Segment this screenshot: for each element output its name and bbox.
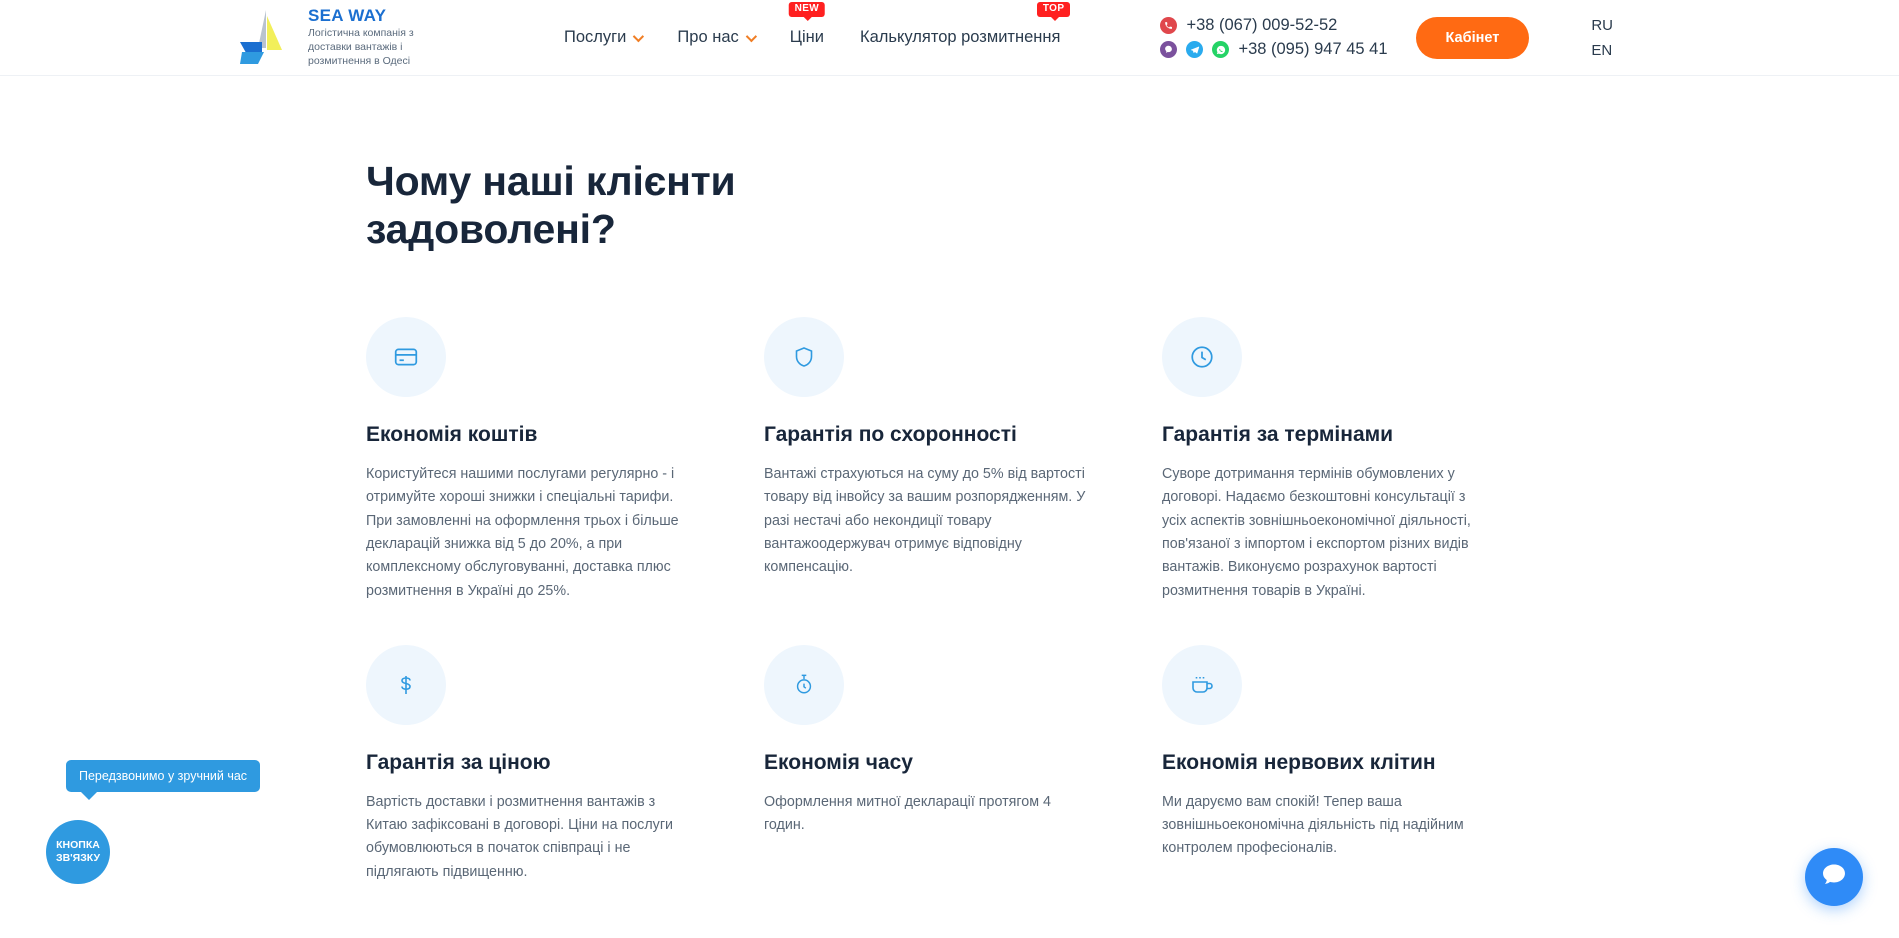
nav-item-label: Послуги — [564, 28, 627, 46]
benefit-card — [366, 317, 711, 603]
contact-row-secondary — [1160, 40, 1387, 59]
chevron-down-icon — [633, 30, 644, 41]
benefit-text: Вантажі страхуються на суму до 5% від вартості товару від інвойсу за вашим розпорядженням. У разі нестачі або некондиції товару вантажоодержувач отримує відповідну компенсацію. — [764, 466, 1086, 576]
site-header — [0, 0, 1899, 76]
phone-number-2[interactable]: +38 (095) 947 45 41 — [1238, 40, 1388, 58]
nav-item-about[interactable] — [677, 28, 753, 47]
benefit-title: Економія нервових клітин — [1162, 750, 1436, 774]
lang-option-en[interactable]: EN — [1591, 41, 1613, 59]
benefit-text: Суворе дотримання термінів обумовлених у договорі. Надаємо безкоштовні консультації з усіх аспектів зовнішньоекономічної діяльності, пов'язаної з імпортом і експортом різних видів вантажів. Виконуємо розрахунок вартості розмитнення товарів в Україні. — [1162, 466, 1471, 599]
lang-option-ru[interactable]: RU — [1591, 16, 1614, 34]
benefits-grid — [366, 317, 1899, 884]
page-title: Чому наші клієнти задоволені? — [366, 158, 736, 252]
contact-row-primary — [1160, 16, 1387, 35]
benefit-card — [1162, 603, 1507, 884]
logo-subtitle: Логістична компанія з доставки вантажів і розмитнення в Одесі — [308, 27, 414, 68]
nav-item-services[interactable] — [564, 28, 641, 47]
whatsapp-icon[interactable] — [1212, 41, 1229, 58]
benefit-text: Користуйтеся нашими послугами регулярно - і отримуйте хороші знижки і спеціальні тарифи. При замовленні на оформлення трьох і більше декларацій знижка від 5 до 20%, а при комплексному обслуговуванні, доставка плюс розмитнення в Україні до 25%. — [366, 466, 679, 599]
status-badge-new: NEW — [789, 2, 826, 17]
dollar-icon — [366, 645, 446, 725]
phone-icon — [1160, 17, 1177, 34]
telegram-icon[interactable] — [1186, 41, 1203, 58]
chat-bubble-icon — [1820, 861, 1848, 894]
chat-widget-button[interactable] — [1805, 848, 1863, 906]
benefit-title: Гарантія за термінами — [1162, 423, 1394, 447]
header-contacts — [1160, 16, 1387, 59]
benefit-text: Оформлення митної декларації протягом 4 годин. — [764, 793, 1052, 834]
logo[interactable] — [236, 6, 436, 69]
clock-icon — [1162, 317, 1242, 397]
benefit-text: Ми даруємо вам спокій! Тепер ваша зовнішньоекономічна діяльність під надійним контролем професіоналів. — [1162, 793, 1464, 857]
callback-button[interactable] — [46, 820, 110, 884]
language-switcher — [1591, 17, 1613, 59]
benefit-card — [366, 603, 711, 884]
logo-title: SEA WAY — [308, 5, 387, 25]
cabinet-button[interactable]: Кабінет — [1416, 17, 1530, 59]
benefit-title: Економія коштів — [366, 423, 538, 447]
benefit-title: Гарантія по схоронності — [764, 423, 1017, 447]
nav-item-label: Про нас — [677, 28, 739, 46]
benefit-text: Вартість доставки і розмитнення вантажів з Китаю зафіксовані в договорі. Ціни на послуги обумовлюються в початок співпраці і не підлягають підвищенню. — [366, 793, 674, 880]
credit-card-icon — [366, 317, 446, 397]
stopwatch-icon — [764, 645, 844, 725]
benefit-card — [764, 317, 1109, 603]
shield-icon — [764, 317, 844, 397]
coffee-cup-icon — [1162, 645, 1242, 725]
page-content — [0, 76, 1899, 884]
benefit-card — [764, 603, 1109, 884]
nav-item-label: Калькулятор розмитнення — [859, 28, 1061, 46]
benefit-card — [1162, 317, 1507, 603]
chevron-down-icon — [746, 30, 757, 41]
benefit-title: Економія часу — [764, 750, 913, 774]
nav-item-prices[interactable] — [789, 3, 824, 47]
callback-tooltip: Передзвонимо у зручний час — [66, 760, 260, 792]
nav-item-customs-calculator[interactable] — [859, 3, 1065, 47]
benefit-title: Гарантія за ціною — [366, 750, 551, 774]
sailboat-logo-icon — [236, 8, 298, 68]
callback-button-label: КНОПКА ЗВ'ЯЗКУ — [56, 838, 100, 864]
viber-icon[interactable] — [1160, 41, 1177, 58]
phone-number-1[interactable]: +38 (067) 009-52-52 — [1186, 16, 1338, 34]
status-badge-top: TOP — [1037, 2, 1071, 17]
main-navigation — [564, 3, 1065, 47]
nav-item-label: Ціни — [789, 28, 824, 46]
